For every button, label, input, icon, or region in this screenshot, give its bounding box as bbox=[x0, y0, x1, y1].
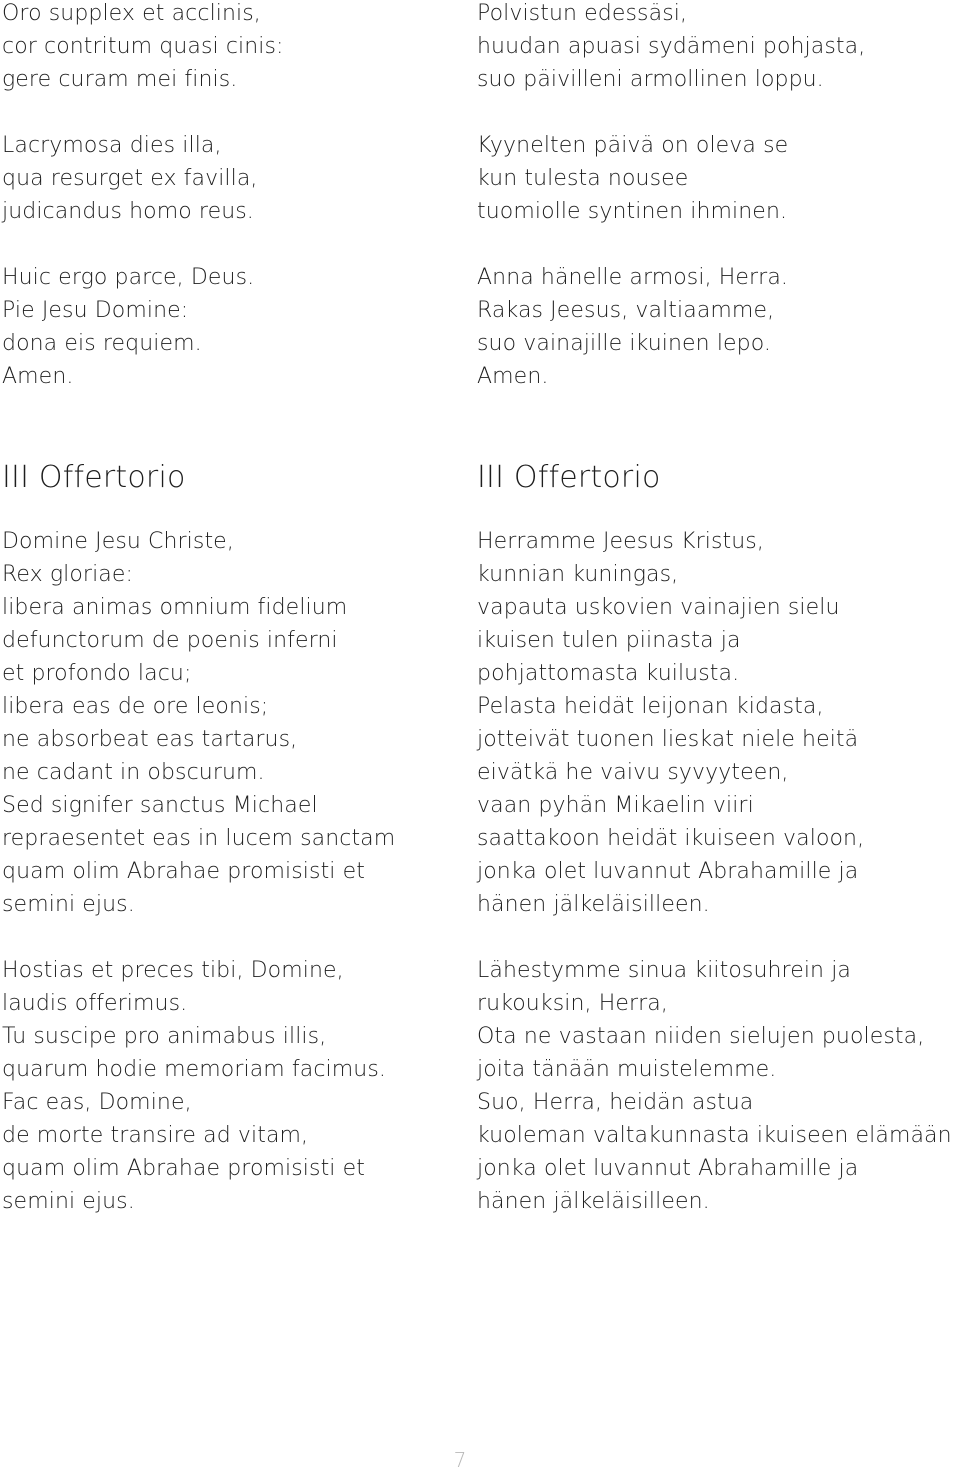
stanza bbox=[477, 954, 957, 1218]
verse-line: Ota ne vastaan niiden sielujen puolesta, bbox=[477, 1024, 925, 1049]
verse-line: quam olim Abrahae promisisti et bbox=[2, 859, 365, 884]
verse-line: Huic ergo parce, Deus. bbox=[2, 265, 255, 290]
verse-line: jotteivät tuonen lieskat niele heitä bbox=[477, 727, 859, 752]
verse-line: huudan apuasi sydämeni pohjasta, bbox=[477, 34, 866, 59]
verse-line: ne cadant in obscurum. bbox=[2, 760, 265, 785]
verse-line: Sed signifer sanctus Michael bbox=[2, 793, 318, 818]
stanza bbox=[477, 0, 957, 96]
verse-line: kun tulesta nousee bbox=[477, 166, 689, 191]
verse-line: Oro supplex et acclinis, bbox=[2, 1, 261, 26]
verse-line: Pie Jesu Domine: bbox=[2, 298, 189, 323]
stanza bbox=[2, 954, 472, 1218]
section-heading: III Offertorio bbox=[2, 460, 186, 495]
verse-line: dona eis requiem. bbox=[2, 331, 202, 356]
verse-line: jonka olet luvannut Abrahamille ja bbox=[477, 859, 859, 884]
verse-line: judicandus homo reus. bbox=[2, 199, 254, 224]
verse-line: semini ejus. bbox=[2, 892, 135, 917]
stanza bbox=[2, 129, 472, 228]
verse-line: cor contritum quasi cinis: bbox=[2, 34, 284, 59]
verse-line: libera animas omnium fidelium bbox=[2, 595, 348, 620]
verse-line: jonka olet luvannut Abrahamille ja bbox=[477, 1156, 859, 1181]
verse-line: suo päivilleni armollinen loppu. bbox=[477, 67, 824, 92]
offertorio-latin-heading-wrap bbox=[2, 458, 472, 498]
verse-line: Herramme Jeesus Kristus, bbox=[477, 529, 764, 554]
verse-line: ikuisen tulen piinasta ja bbox=[477, 628, 741, 653]
verse-line: eivätkä he vaivu syvyyteen, bbox=[477, 760, 789, 785]
verse-line: pohjattomasta kuilusta. bbox=[477, 661, 740, 686]
sequence-latin-column bbox=[2, 0, 472, 393]
verse-line: vaan pyhän Mikaelin viiri bbox=[477, 793, 754, 818]
verse-line: saattakoon heidät ikuiseen valoon, bbox=[477, 826, 865, 851]
verse-line: Rakas Jeesus, valtiaamme, bbox=[477, 298, 775, 323]
verse-line: qua resurget ex favilla, bbox=[2, 166, 258, 191]
stanza bbox=[477, 129, 957, 228]
verse-line: libera eas de ore leonis; bbox=[2, 694, 269, 719]
verse-line: hänen jälkeläisilleen. bbox=[477, 892, 710, 917]
page-number: 7 bbox=[453, 1448, 467, 1472]
verse-line: Tu suscipe pro animabus illis, bbox=[2, 1024, 327, 1049]
offertorio-finnish-column bbox=[477, 525, 957, 1218]
section-heading: III Offertorio bbox=[477, 460, 661, 495]
verse-line: kunnian kuningas, bbox=[477, 562, 679, 587]
verse-line: rukouksin, Herra, bbox=[477, 991, 668, 1016]
stanza bbox=[2, 525, 472, 921]
offertorio-latin-column bbox=[2, 525, 472, 1218]
verse-line: Fac eas, Domine, bbox=[2, 1090, 192, 1115]
sequence-finnish-column bbox=[477, 0, 957, 393]
verse-line: Hostias et preces tibi, Domine, bbox=[2, 958, 344, 983]
verse-line: hänen jälkeläisilleen. bbox=[477, 1189, 710, 1214]
verse-line: kuoleman valtakunnasta ikuiseen elämään bbox=[477, 1123, 952, 1148]
verse-line: ne absorbeat eas tartarus, bbox=[2, 727, 298, 752]
verse-line: Pelasta heidät leijonan kidasta, bbox=[477, 694, 824, 719]
verse-line: de morte transire ad vitam, bbox=[2, 1123, 309, 1148]
verse-line: Domine Jesu Christe, bbox=[2, 529, 234, 554]
stanza bbox=[2, 0, 472, 96]
verse-line: Rex gloriae: bbox=[2, 562, 134, 587]
verse-line: Amen. bbox=[477, 364, 549, 389]
verse-line: Kyynelten päivä on oleva se bbox=[477, 133, 789, 158]
verse-line: Anna hänelle armosi, Herra. bbox=[477, 265, 789, 290]
verse-line: Amen. bbox=[2, 364, 74, 389]
verse-line: Lacrymosa dies illa, bbox=[2, 133, 222, 158]
verse-line: suo vainajille ikuinen lepo. bbox=[477, 331, 771, 356]
verse-line: Polvistun edessäsi, bbox=[477, 1, 688, 26]
stanza bbox=[477, 261, 957, 393]
verse-line: laudis offerimus. bbox=[2, 991, 188, 1016]
stanza bbox=[477, 525, 957, 921]
verse-line: tuomiolle syntinen ihminen. bbox=[477, 199, 788, 224]
stanza bbox=[2, 261, 472, 393]
offertorio-finnish-heading-wrap bbox=[477, 458, 957, 498]
verse-line: vapauta uskovien vainajien sielu bbox=[477, 595, 840, 620]
verse-line: semini ejus. bbox=[2, 1189, 135, 1214]
verse-line: defunctorum de poenis inferni bbox=[2, 628, 338, 653]
verse-line: joita tänään muistelemme. bbox=[477, 1057, 777, 1082]
verse-line: quam olim Abrahae promisisti et bbox=[2, 1156, 365, 1181]
verse-line: Suo, Herra, heidän astua bbox=[477, 1090, 754, 1115]
verse-line: repraesentet eas in lucem sanctam bbox=[2, 826, 396, 851]
verse-line: Lähestymme sinua kiitosuhrein ja bbox=[477, 958, 851, 983]
verse-line: et profondo lacu; bbox=[2, 661, 192, 686]
verse-line: quarum hodie memoriam facimus. bbox=[2, 1057, 386, 1082]
verse-line: gere curam mei finis. bbox=[2, 67, 238, 92]
